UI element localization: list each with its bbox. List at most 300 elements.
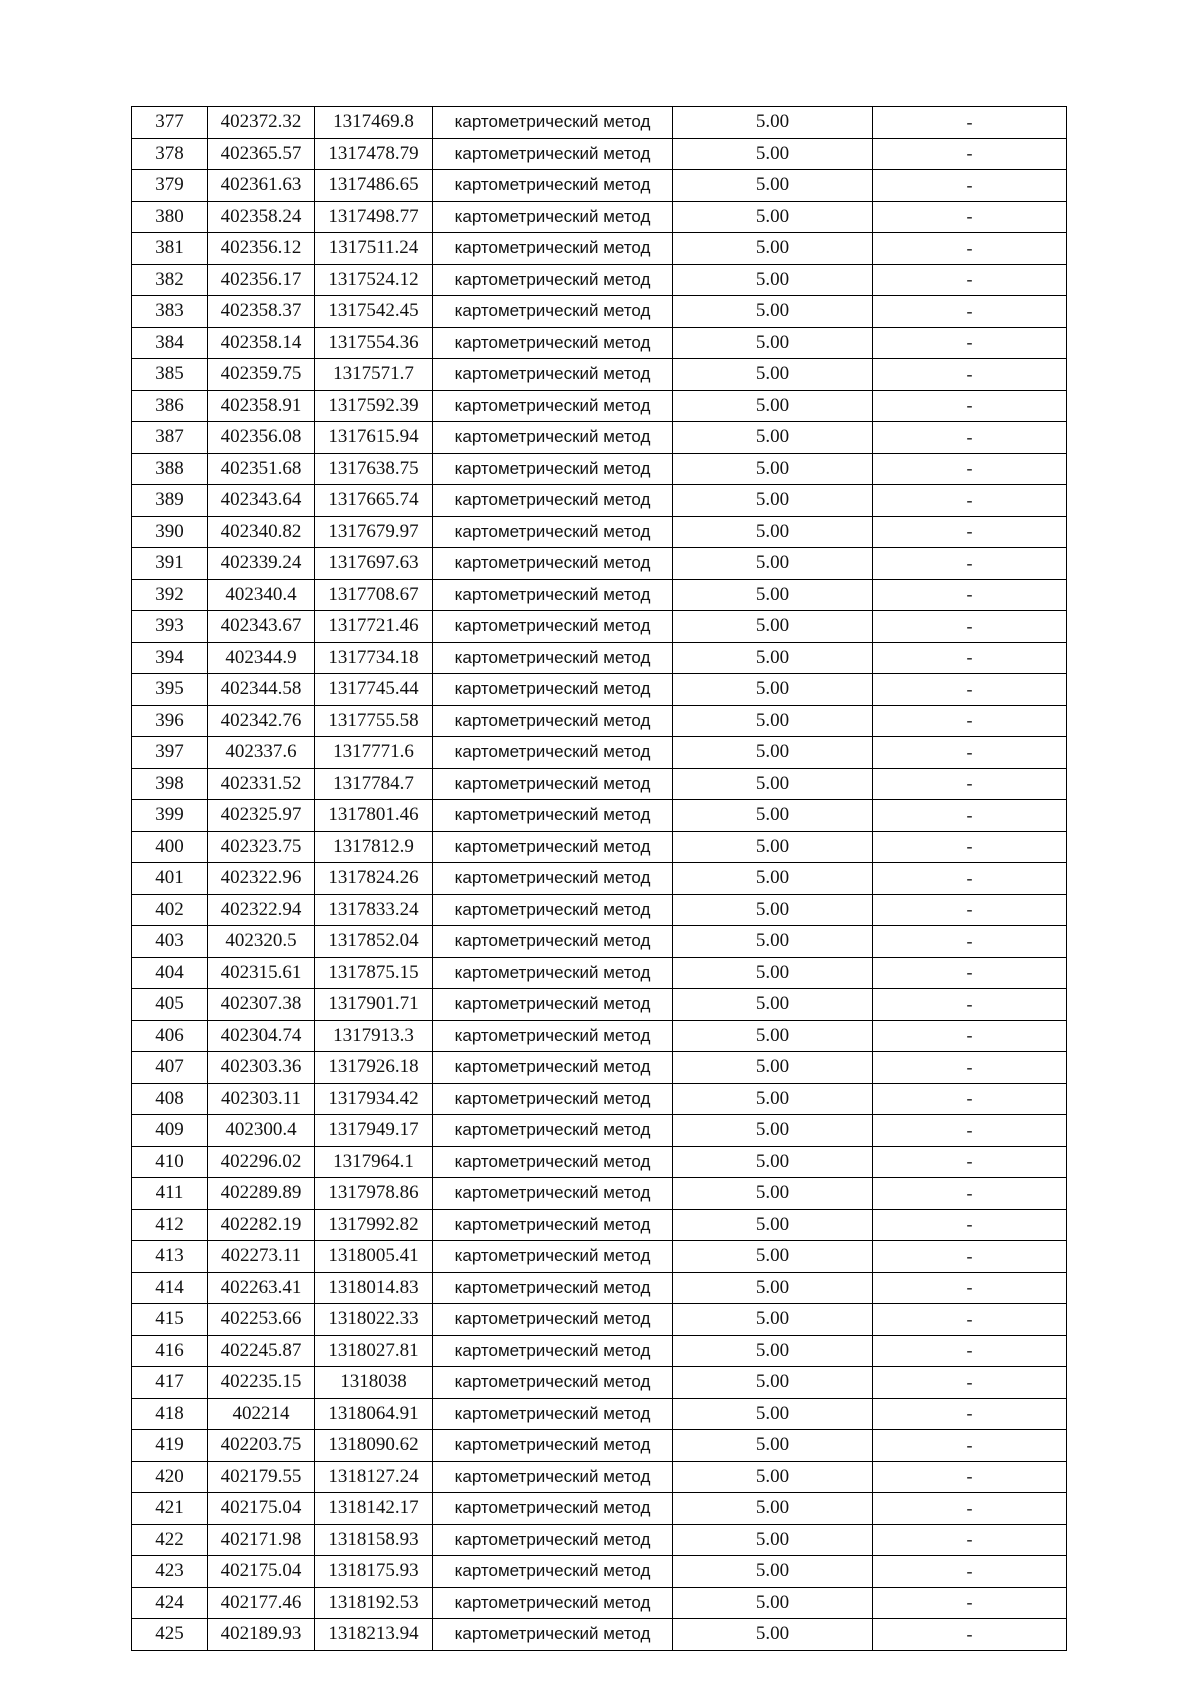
table-row [132, 485, 1067, 517]
x-coordinate-cell: 402175.04 [208, 1493, 315, 1525]
point-number-cell: 421 [132, 1493, 208, 1525]
note-cell: - [873, 1178, 1067, 1210]
point-number-cell: 377 [132, 107, 208, 139]
note-cell: - [873, 170, 1067, 202]
note-cell: - [873, 327, 1067, 359]
table-row [132, 611, 1067, 643]
y-coordinate-cell: 1318038 [315, 1367, 433, 1399]
x-coordinate-cell: 402303.36 [208, 1052, 315, 1084]
precision-cell: 5.00 [673, 1272, 873, 1304]
precision-cell: 5.00 [673, 1020, 873, 1052]
table-row [132, 201, 1067, 233]
table-row [132, 1524, 1067, 1556]
method-cell: картометрический метод [433, 831, 673, 863]
table-row [132, 768, 1067, 800]
x-coordinate-cell: 402289.89 [208, 1178, 315, 1210]
table-row [132, 138, 1067, 170]
y-coordinate-cell: 1317524.12 [315, 264, 433, 296]
coordinates-table-body [132, 107, 1067, 1651]
note-cell: - [873, 863, 1067, 895]
method-cell: картометрический метод [433, 516, 673, 548]
y-coordinate-cell: 1318027.81 [315, 1335, 433, 1367]
precision-cell: 5.00 [673, 957, 873, 989]
table-row [132, 642, 1067, 674]
table-row [132, 989, 1067, 1021]
precision-cell: 5.00 [673, 1178, 873, 1210]
precision-cell: 5.00 [673, 1430, 873, 1462]
x-coordinate-cell: 402331.52 [208, 768, 315, 800]
table-row [132, 800, 1067, 832]
y-coordinate-cell: 1318064.91 [315, 1398, 433, 1430]
note-cell: - [873, 485, 1067, 517]
method-cell: картометрический метод [433, 768, 673, 800]
precision-cell: 5.00 [673, 1115, 873, 1147]
precision-cell: 5.00 [673, 233, 873, 265]
y-coordinate-cell: 1317926.18 [315, 1052, 433, 1084]
note-cell: - [873, 264, 1067, 296]
note-cell: - [873, 1619, 1067, 1651]
y-coordinate-cell: 1317949.17 [315, 1115, 433, 1147]
precision-cell: 5.00 [673, 107, 873, 139]
table-row [132, 1115, 1067, 1147]
point-number-cell: 381 [132, 233, 208, 265]
table-row [132, 1209, 1067, 1241]
note-cell: - [873, 579, 1067, 611]
note-cell: - [873, 138, 1067, 170]
method-cell: картометрический метод [433, 233, 673, 265]
x-coordinate-cell: 402282.19 [208, 1209, 315, 1241]
precision-cell: 5.00 [673, 863, 873, 895]
method-cell: картометрический метод [433, 1461, 673, 1493]
table-row [132, 1178, 1067, 1210]
precision-cell: 5.00 [673, 201, 873, 233]
precision-cell: 5.00 [673, 926, 873, 958]
note-cell: - [873, 1052, 1067, 1084]
table-row [132, 359, 1067, 391]
note-cell: - [873, 800, 1067, 832]
point-number-cell: 401 [132, 863, 208, 895]
y-coordinate-cell: 1317771.6 [315, 737, 433, 769]
y-coordinate-cell: 1317824.26 [315, 863, 433, 895]
point-number-cell: 406 [132, 1020, 208, 1052]
precision-cell: 5.00 [673, 642, 873, 674]
y-coordinate-cell: 1317665.74 [315, 485, 433, 517]
point-number-cell: 388 [132, 453, 208, 485]
precision-cell: 5.00 [673, 1335, 873, 1367]
x-coordinate-cell: 402372.32 [208, 107, 315, 139]
y-coordinate-cell: 1317978.86 [315, 1178, 433, 1210]
table-row [132, 233, 1067, 265]
point-number-cell: 397 [132, 737, 208, 769]
note-cell: - [873, 1146, 1067, 1178]
point-number-cell: 396 [132, 705, 208, 737]
method-cell: картометрический метод [433, 548, 673, 580]
table-row [132, 1304, 1067, 1336]
table-row [132, 1020, 1067, 1052]
note-cell: - [873, 1209, 1067, 1241]
method-cell: картометрический метод [433, 1398, 673, 1430]
x-coordinate-cell: 402351.68 [208, 453, 315, 485]
method-cell: картометрический метод [433, 1367, 673, 1399]
precision-cell: 5.00 [673, 737, 873, 769]
table-row [132, 107, 1067, 139]
table-row [132, 1272, 1067, 1304]
x-coordinate-cell: 402304.74 [208, 1020, 315, 1052]
x-coordinate-cell: 402214 [208, 1398, 315, 1430]
y-coordinate-cell: 1317638.75 [315, 453, 433, 485]
precision-cell: 5.00 [673, 1367, 873, 1399]
y-coordinate-cell: 1317498.77 [315, 201, 433, 233]
x-coordinate-cell: 402343.67 [208, 611, 315, 643]
table-row [132, 296, 1067, 328]
y-coordinate-cell: 1317784.7 [315, 768, 433, 800]
note-cell: - [873, 674, 1067, 706]
point-number-cell: 417 [132, 1367, 208, 1399]
method-cell: картометрический метод [433, 1430, 673, 1462]
y-coordinate-cell: 1317592.39 [315, 390, 433, 422]
method-cell: картометрический метод [433, 894, 673, 926]
y-coordinate-cell: 1318127.24 [315, 1461, 433, 1493]
x-coordinate-cell: 402356.12 [208, 233, 315, 265]
table-row [132, 1493, 1067, 1525]
x-coordinate-cell: 402303.11 [208, 1083, 315, 1115]
x-coordinate-cell: 402325.97 [208, 800, 315, 832]
precision-cell: 5.00 [673, 296, 873, 328]
table-row [132, 1367, 1067, 1399]
x-coordinate-cell: 402358.37 [208, 296, 315, 328]
table-row [132, 705, 1067, 737]
precision-cell: 5.00 [673, 1587, 873, 1619]
point-number-cell: 380 [132, 201, 208, 233]
point-number-cell: 425 [132, 1619, 208, 1651]
table-row [132, 1430, 1067, 1462]
method-cell: картометрический метод [433, 957, 673, 989]
table-row [132, 1083, 1067, 1115]
precision-cell: 5.00 [673, 170, 873, 202]
note-cell: - [873, 1556, 1067, 1588]
method-cell: картометрический метод [433, 1241, 673, 1273]
point-number-cell: 399 [132, 800, 208, 832]
note-cell: - [873, 453, 1067, 485]
precision-cell: 5.00 [673, 359, 873, 391]
precision-cell: 5.00 [673, 1083, 873, 1115]
x-coordinate-cell: 402358.24 [208, 201, 315, 233]
x-coordinate-cell: 402342.76 [208, 705, 315, 737]
point-number-cell: 408 [132, 1083, 208, 1115]
point-number-cell: 394 [132, 642, 208, 674]
table-row [132, 1587, 1067, 1619]
y-coordinate-cell: 1317571.7 [315, 359, 433, 391]
table-row [132, 453, 1067, 485]
method-cell: картометрический метод [433, 1619, 673, 1651]
precision-cell: 5.00 [673, 1493, 873, 1525]
precision-cell: 5.00 [673, 831, 873, 863]
note-cell: - [873, 1524, 1067, 1556]
x-coordinate-cell: 402235.15 [208, 1367, 315, 1399]
precision-cell: 5.00 [673, 1304, 873, 1336]
table-row [132, 1398, 1067, 1430]
y-coordinate-cell: 1318158.93 [315, 1524, 433, 1556]
note-cell: - [873, 1461, 1067, 1493]
point-number-cell: 412 [132, 1209, 208, 1241]
point-number-cell: 384 [132, 327, 208, 359]
note-cell: - [873, 516, 1067, 548]
method-cell: картометрический метод [433, 1209, 673, 1241]
precision-cell: 5.00 [673, 1052, 873, 1084]
x-coordinate-cell: 402358.14 [208, 327, 315, 359]
x-coordinate-cell: 402171.98 [208, 1524, 315, 1556]
table-row [132, 516, 1067, 548]
precision-cell: 5.00 [673, 516, 873, 548]
method-cell: картометрический метод [433, 1115, 673, 1147]
table-row [132, 548, 1067, 580]
x-coordinate-cell: 402323.75 [208, 831, 315, 863]
precision-cell: 5.00 [673, 485, 873, 517]
point-number-cell: 403 [132, 926, 208, 958]
method-cell: картометрический метод [433, 611, 673, 643]
y-coordinate-cell: 1317708.67 [315, 579, 433, 611]
x-coordinate-cell: 402320.5 [208, 926, 315, 958]
note-cell: - [873, 296, 1067, 328]
point-number-cell: 395 [132, 674, 208, 706]
method-cell: картометрический метод [433, 800, 673, 832]
x-coordinate-cell: 402253.66 [208, 1304, 315, 1336]
method-cell: картометрический метод [433, 359, 673, 391]
y-coordinate-cell: 1318192.53 [315, 1587, 433, 1619]
x-coordinate-cell: 402175.04 [208, 1556, 315, 1588]
precision-cell: 5.00 [673, 390, 873, 422]
precision-cell: 5.00 [673, 705, 873, 737]
precision-cell: 5.00 [673, 894, 873, 926]
y-coordinate-cell: 1317469.8 [315, 107, 433, 139]
table-row [132, 1556, 1067, 1588]
precision-cell: 5.00 [673, 327, 873, 359]
y-coordinate-cell: 1318005.41 [315, 1241, 433, 1273]
point-number-cell: 378 [132, 138, 208, 170]
point-number-cell: 385 [132, 359, 208, 391]
note-cell: - [873, 233, 1067, 265]
y-coordinate-cell: 1317801.46 [315, 800, 433, 832]
y-coordinate-cell: 1318090.62 [315, 1430, 433, 1462]
y-coordinate-cell: 1317833.24 [315, 894, 433, 926]
table-row [132, 264, 1067, 296]
note-cell: - [873, 107, 1067, 139]
y-coordinate-cell: 1318014.83 [315, 1272, 433, 1304]
point-number-cell: 418 [132, 1398, 208, 1430]
point-number-cell: 402 [132, 894, 208, 926]
y-coordinate-cell: 1318022.33 [315, 1304, 433, 1336]
method-cell: картометрический метод [433, 138, 673, 170]
point-number-cell: 410 [132, 1146, 208, 1178]
point-number-cell: 415 [132, 1304, 208, 1336]
note-cell: - [873, 422, 1067, 454]
table-row [132, 831, 1067, 863]
method-cell: картометрический метод [433, 107, 673, 139]
method-cell: картометрический метод [433, 642, 673, 674]
method-cell: картометрический метод [433, 1178, 673, 1210]
y-coordinate-cell: 1317554.36 [315, 327, 433, 359]
point-number-cell: 400 [132, 831, 208, 863]
table-row [132, 1461, 1067, 1493]
method-cell: картометрический метод [433, 1052, 673, 1084]
precision-cell: 5.00 [673, 1461, 873, 1493]
x-coordinate-cell: 402365.57 [208, 138, 315, 170]
table-row [132, 863, 1067, 895]
y-coordinate-cell: 1317486.65 [315, 170, 433, 202]
x-coordinate-cell: 402344.58 [208, 674, 315, 706]
method-cell: картометрический метод [433, 926, 673, 958]
note-cell: - [873, 1335, 1067, 1367]
precision-cell: 5.00 [673, 264, 873, 296]
method-cell: картометрический метод [433, 264, 673, 296]
precision-cell: 5.00 [673, 611, 873, 643]
point-number-cell: 387 [132, 422, 208, 454]
point-number-cell: 419 [132, 1430, 208, 1462]
precision-cell: 5.00 [673, 989, 873, 1021]
table-row [132, 737, 1067, 769]
precision-cell: 5.00 [673, 579, 873, 611]
note-cell: - [873, 926, 1067, 958]
note-cell: - [873, 201, 1067, 233]
x-coordinate-cell: 402358.91 [208, 390, 315, 422]
x-coordinate-cell: 402203.75 [208, 1430, 315, 1462]
method-cell: картометрический метод [433, 737, 673, 769]
method-cell: картометрический метод [433, 296, 673, 328]
method-cell: картометрический метод [433, 1146, 673, 1178]
y-coordinate-cell: 1317755.58 [315, 705, 433, 737]
precision-cell: 5.00 [673, 674, 873, 706]
y-coordinate-cell: 1317812.9 [315, 831, 433, 863]
method-cell: картометрический метод [433, 1587, 673, 1619]
y-coordinate-cell: 1317679.97 [315, 516, 433, 548]
point-number-cell: 392 [132, 579, 208, 611]
x-coordinate-cell: 402296.02 [208, 1146, 315, 1178]
point-number-cell: 414 [132, 1272, 208, 1304]
point-number-cell: 405 [132, 989, 208, 1021]
x-coordinate-cell: 402179.55 [208, 1461, 315, 1493]
precision-cell: 5.00 [673, 422, 873, 454]
method-cell: картометрический метод [433, 705, 673, 737]
precision-cell: 5.00 [673, 138, 873, 170]
precision-cell: 5.00 [673, 1524, 873, 1556]
x-coordinate-cell: 402300.4 [208, 1115, 315, 1147]
y-coordinate-cell: 1317721.46 [315, 611, 433, 643]
point-number-cell: 393 [132, 611, 208, 643]
method-cell: картометрический метод [433, 327, 673, 359]
method-cell: картометрический метод [433, 863, 673, 895]
table-row [132, 579, 1067, 611]
x-coordinate-cell: 402340.82 [208, 516, 315, 548]
point-number-cell: 420 [132, 1461, 208, 1493]
note-cell: - [873, 957, 1067, 989]
note-cell: - [873, 1272, 1067, 1304]
point-number-cell: 424 [132, 1587, 208, 1619]
table-row [132, 422, 1067, 454]
y-coordinate-cell: 1317734.18 [315, 642, 433, 674]
x-coordinate-cell: 402337.6 [208, 737, 315, 769]
x-coordinate-cell: 402356.17 [208, 264, 315, 296]
note-cell: - [873, 894, 1067, 926]
point-number-cell: 407 [132, 1052, 208, 1084]
x-coordinate-cell: 402340.4 [208, 579, 315, 611]
note-cell: - [873, 1241, 1067, 1273]
note-cell: - [873, 705, 1067, 737]
y-coordinate-cell: 1317478.79 [315, 138, 433, 170]
y-coordinate-cell: 1317992.82 [315, 1209, 433, 1241]
precision-cell: 5.00 [673, 1241, 873, 1273]
note-cell: - [873, 359, 1067, 391]
method-cell: картометрический метод [433, 485, 673, 517]
precision-cell: 5.00 [673, 768, 873, 800]
point-number-cell: 391 [132, 548, 208, 580]
point-number-cell: 390 [132, 516, 208, 548]
method-cell: картометрический метод [433, 1335, 673, 1367]
table-row [132, 1619, 1067, 1651]
y-coordinate-cell: 1318142.17 [315, 1493, 433, 1525]
x-coordinate-cell: 402245.87 [208, 1335, 315, 1367]
method-cell: картометрический метод [433, 1493, 673, 1525]
note-cell: - [873, 1398, 1067, 1430]
y-coordinate-cell: 1317745.44 [315, 674, 433, 706]
note-cell: - [873, 737, 1067, 769]
y-coordinate-cell: 1317697.63 [315, 548, 433, 580]
point-number-cell: 382 [132, 264, 208, 296]
method-cell: картометрический метод [433, 1524, 673, 1556]
y-coordinate-cell: 1317964.1 [315, 1146, 433, 1178]
point-number-cell: 389 [132, 485, 208, 517]
note-cell: - [873, 1430, 1067, 1462]
table-row [132, 1146, 1067, 1178]
x-coordinate-cell: 402339.24 [208, 548, 315, 580]
table-row [132, 1335, 1067, 1367]
x-coordinate-cell: 402356.08 [208, 422, 315, 454]
y-coordinate-cell: 1317875.15 [315, 957, 433, 989]
note-cell: - [873, 1020, 1067, 1052]
method-cell: картометрический метод [433, 989, 673, 1021]
precision-cell: 5.00 [673, 1619, 873, 1651]
note-cell: - [873, 390, 1067, 422]
y-coordinate-cell: 1317511.24 [315, 233, 433, 265]
note-cell: - [873, 642, 1067, 674]
point-number-cell: 416 [132, 1335, 208, 1367]
point-number-cell: 413 [132, 1241, 208, 1273]
note-cell: - [873, 1083, 1067, 1115]
x-coordinate-cell: 402343.64 [208, 485, 315, 517]
table-row [132, 674, 1067, 706]
x-coordinate-cell: 402307.38 [208, 989, 315, 1021]
table-row [132, 926, 1067, 958]
note-cell: - [873, 768, 1067, 800]
note-cell: - [873, 548, 1067, 580]
point-number-cell: 423 [132, 1556, 208, 1588]
y-coordinate-cell: 1317852.04 [315, 926, 433, 958]
note-cell: - [873, 1367, 1067, 1399]
method-cell: картометрический метод [433, 390, 673, 422]
point-number-cell: 404 [132, 957, 208, 989]
x-coordinate-cell: 402189.93 [208, 1619, 315, 1651]
point-number-cell: 411 [132, 1178, 208, 1210]
table-row [132, 1241, 1067, 1273]
method-cell: картометрический метод [433, 453, 673, 485]
precision-cell: 5.00 [673, 453, 873, 485]
y-coordinate-cell: 1317934.42 [315, 1083, 433, 1115]
precision-cell: 5.00 [673, 548, 873, 580]
method-cell: картометрический метод [433, 1304, 673, 1336]
point-number-cell: 379 [132, 170, 208, 202]
method-cell: картометрический метод [433, 1272, 673, 1304]
note-cell: - [873, 1304, 1067, 1336]
point-number-cell: 398 [132, 768, 208, 800]
